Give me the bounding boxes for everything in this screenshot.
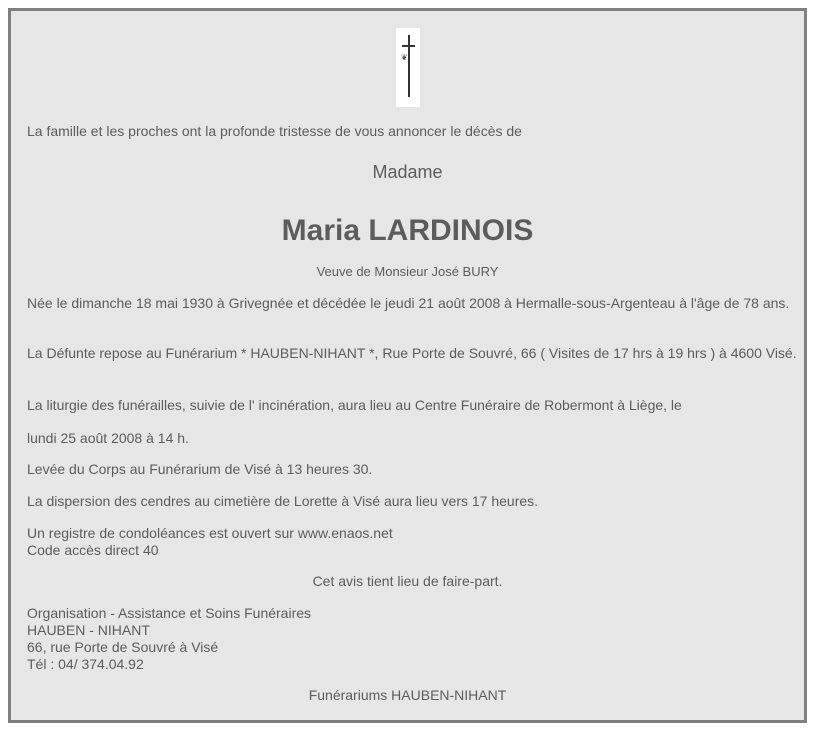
intro-text: La famille et les proches ont la profonde tristesse de vous annoncer le décès de: [27, 123, 522, 139]
organisation-address: 66, rue Porte de Souvré à Visé: [27, 639, 219, 655]
rest-location-text: La Défunte repose au Funérarium * HAUBEN-NIHANT *, Rue Porte de Souvré, 66 ( Visites de 17 hrs à 19 hrs ) à 4600 Visé.: [27, 345, 797, 361]
deceased-name: Maria LARDINOIS: [281, 214, 534, 247]
registry-code: Code accès direct 40: [27, 542, 159, 558]
registry-text: Un registre de condoléances est ouvert sur www.enaos.net: [27, 525, 393, 541]
ceremony-date: lundi 25 août 2008 à 14 h.: [27, 430, 189, 446]
dispersion-text: La dispersion des cendres au cimetière de Lorette à Visé aura lieu vers 17 heures.: [27, 493, 539, 509]
levee-text: Levée du Corps au Funérarium de Visé à 13 heures 30.: [27, 461, 373, 477]
organisation-name: HAUBEN - NIHANT: [27, 622, 150, 638]
liturgy-text: La liturgie des funérailles, suivie de l' incinération, aura lieu au Centre Funéraire de Robermont à Liège, le: [27, 397, 682, 413]
death-notice-card: [8, 8, 807, 723]
faire-part-text: Cet avis tient lieu de faire-part.: [312, 573, 503, 589]
salutation: Madame: [372, 162, 443, 182]
organisation-phone: Tél : 04/ 374.04.92: [27, 656, 144, 672]
cross-icon: ❦: [396, 28, 420, 107]
widow-of: Veuve de Monsieur José BURY: [316, 264, 499, 279]
footer-signature: Funérariums HAUBEN-NIHANT: [308, 687, 507, 703]
organisation-line: Organisation - Assistance et Soins Funéraires: [27, 605, 312, 621]
birth-death-text: Née le dimanche 18 mai 1930 à Grivegnée et décédée le jeudi 21 août 2008 à Hermalle-sous-Argenteau à l'âge de 78 ans.: [27, 295, 790, 311]
